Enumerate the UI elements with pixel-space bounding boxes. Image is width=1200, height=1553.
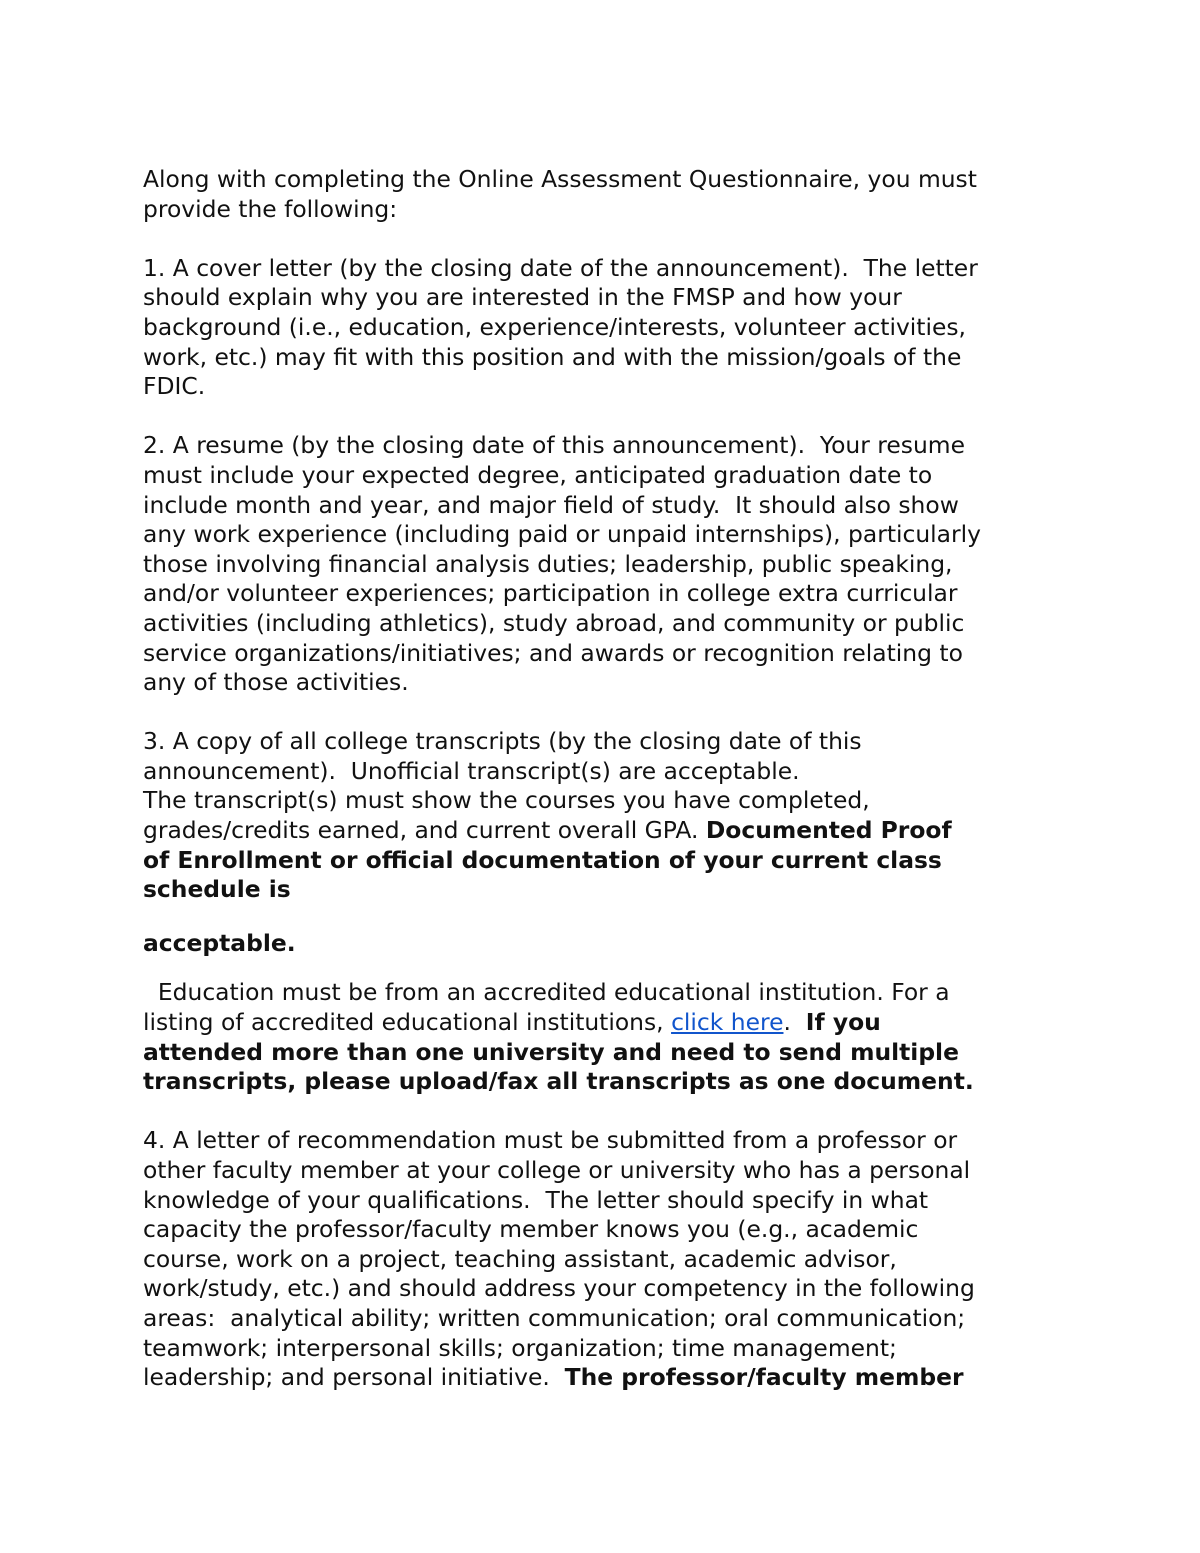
cover-letter-item bbox=[143, 254, 1073, 402]
recommendation-line: course, work on a project, teaching assistant, academic advisor, bbox=[143, 1244, 897, 1273]
enrollment-bold-line: of Enrollment or official documentation of your current class bbox=[143, 845, 942, 874]
resume-line: any of those activities. bbox=[143, 668, 409, 697]
transcripts-line: 3. A copy of all college transcripts (by the closing date of this bbox=[143, 727, 862, 756]
paragraph-gap bbox=[143, 224, 1073, 254]
resume-line: any work experience (including paid or unpaid internships), particularly bbox=[143, 520, 981, 549]
transcripts-item bbox=[143, 727, 1073, 1097]
paragraph-gap bbox=[143, 1097, 1073, 1127]
cover-letter-line: FDIC. bbox=[143, 372, 206, 401]
recommendation-line: work/study, etc.) and should address your competency in the following bbox=[143, 1274, 975, 1303]
recommendation-line: other faculty member at your college or university who has a personal bbox=[143, 1156, 971, 1184]
intro-line-1: Along with completing the Online Assessment Questionnaire, you must bbox=[143, 165, 977, 193]
resume-line: 2. A resume (by the closing date of this announcement). Your resume bbox=[143, 431, 965, 460]
education-line: Education must be from an accredited educational institution. For a bbox=[143, 978, 950, 1007]
cover-letter-line: work, etc.) may fit with this position and with the mission/goals of the bbox=[143, 342, 962, 371]
multiple-transcripts-bold-line: attended more than one university and need to send multiple bbox=[143, 1037, 959, 1066]
education-link-line bbox=[143, 1008, 1073, 1038]
gpa-text: grades/credits earned, and current overall GPA. bbox=[143, 816, 706, 845]
resume-line: service organizations/initiatives; and awards or recognition relating to bbox=[143, 638, 963, 667]
paragraph-gap bbox=[143, 905, 1073, 929]
accredited-institutions-link[interactable]: click here bbox=[671, 1008, 784, 1037]
enrollment-bold-line: schedule is bbox=[143, 875, 291, 904]
education-punctuation: . bbox=[783, 1008, 806, 1037]
acceptable-bold: acceptable. bbox=[143, 928, 296, 957]
transcripts-gpa-line bbox=[143, 816, 1073, 846]
recommendation-last-line bbox=[143, 1363, 1073, 1393]
paragraph-gap bbox=[143, 958, 1073, 978]
professor-faculty-bold: The professor/faculty member bbox=[564, 1363, 964, 1392]
multiple-transcripts-bold-line: transcripts, please upload/fax all transcripts as one document. bbox=[143, 1067, 974, 1096]
intro-line-2: provide the following: bbox=[143, 194, 398, 223]
cover-letter-line: background (i.e., education, experience/interests, volunteer activities, bbox=[143, 312, 966, 341]
cover-letter-line: 1. A cover letter (by the closing date of the announcement). The letter bbox=[143, 253, 978, 282]
transcripts-line: The transcript(s) must show the courses you have completed, bbox=[143, 786, 870, 815]
resume-line: include month and year, and major field of study. It should also show bbox=[143, 490, 959, 519]
recommendation-text: leadership; and personal initiative. bbox=[143, 1363, 565, 1392]
resume-line: and/or volunteer experiences; participation in college extra curricular bbox=[143, 579, 958, 608]
multiple-university-bold: If you bbox=[805, 1008, 881, 1037]
recommendation-line: areas: analytical ability; written communication; oral communication; bbox=[143, 1303, 966, 1332]
paragraph-gap bbox=[143, 698, 1073, 728]
recommendation-line: capacity the professor/faculty member knows you (e.g., academic bbox=[143, 1215, 919, 1244]
recommendation-line: teamwork; interpersonal skills; organization; time management; bbox=[143, 1333, 897, 1362]
recommendation-line: knowledge of your qualifications. The letter should specify in what bbox=[143, 1185, 929, 1214]
education-text: listing of accredited educational institutions, bbox=[143, 1008, 672, 1037]
cover-letter-line: should explain why you are interested in the FMSP and how your bbox=[143, 283, 902, 312]
resume-item bbox=[143, 431, 1073, 697]
resume-line: activities (including athletics), study abroad, and community or public bbox=[143, 608, 965, 637]
document-body bbox=[143, 165, 1073, 1393]
proof-of-enrollment-bold: Documented Proof bbox=[705, 816, 952, 845]
paragraph-gap bbox=[143, 402, 1073, 432]
recommendation-line: 4. A letter of recommendation must be submitted from a professor or bbox=[143, 1126, 958, 1155]
resume-line: those involving financial analysis duties; leadership, public speaking, bbox=[143, 549, 953, 578]
recommendation-item bbox=[143, 1126, 1073, 1392]
resume-line: must include your expected degree, anticipated graduation date to bbox=[143, 460, 933, 489]
transcripts-line: announcement). Unofficial transcript(s) are acceptable. bbox=[143, 756, 800, 785]
